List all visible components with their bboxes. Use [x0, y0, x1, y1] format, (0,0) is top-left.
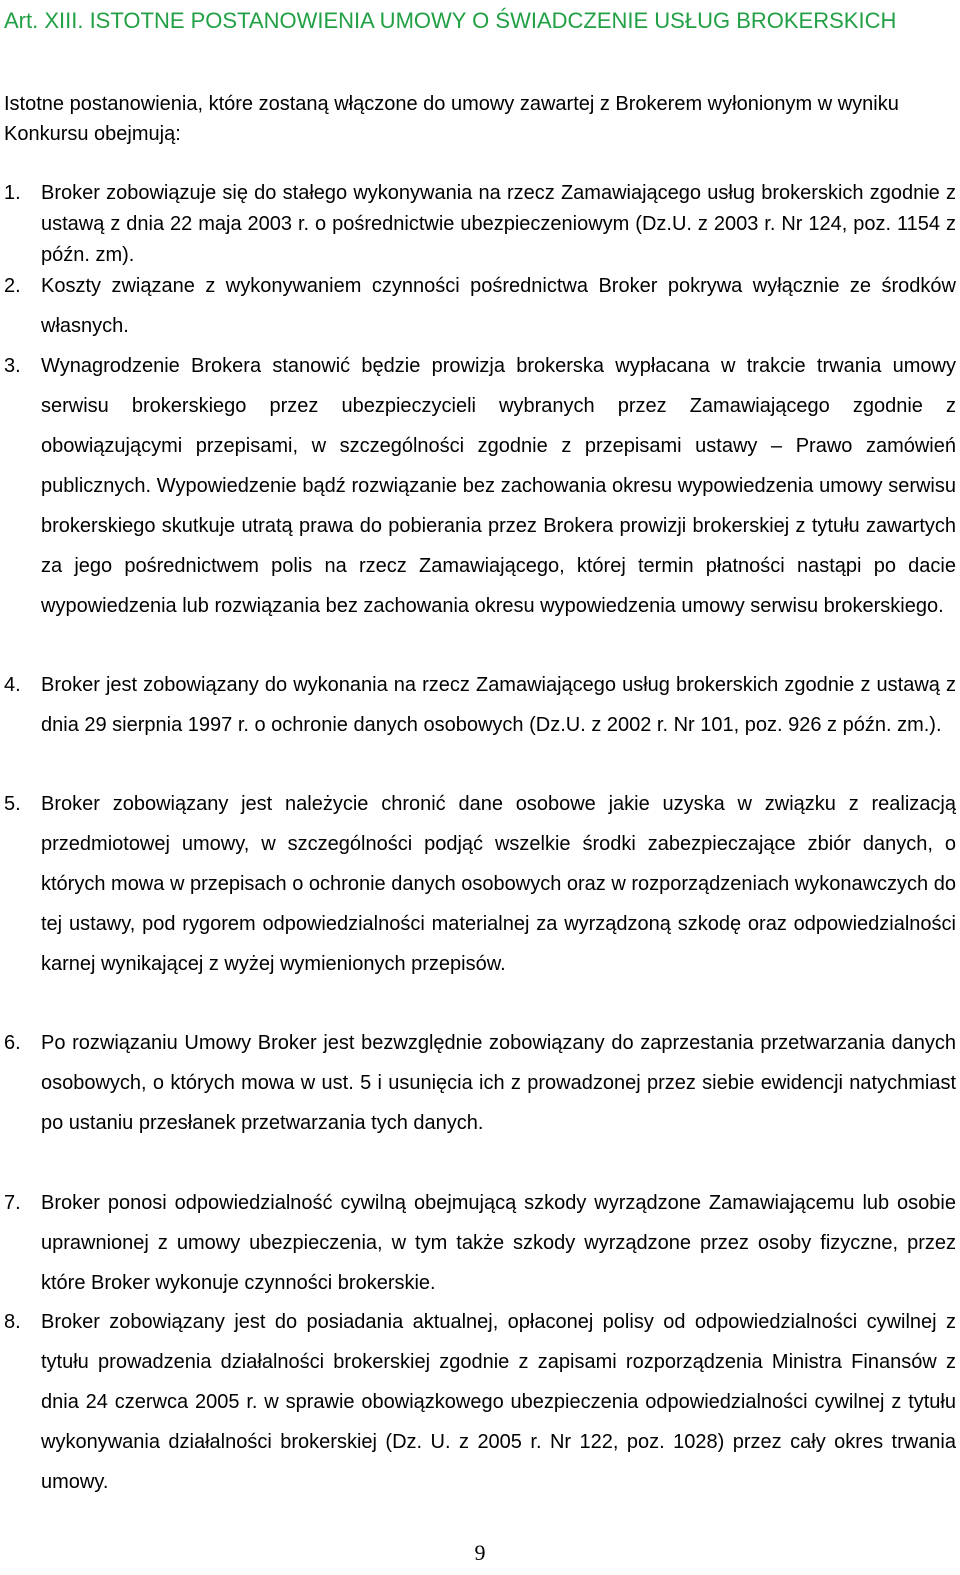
item-number: 8.	[4, 1311, 21, 1333]
intro-paragraph: Istotne postanowienia, które zostaną włączone do umowy zawartej z Brokerem wyłonionym w wyniku Konkursu obejmują:	[4, 93, 899, 145]
item-text: Wynagrodzenie Brokera stanowić będzie prowizja brokerska wypłacana w trakcie trwania umowy serwisu brokerskiego przez ubezpieczycieli wybranych przez Zamawiającego zgodnie z obowiązującymi przepisami, w szczególności zgodnie z przepisami ustawy – Prawo zamówień publicznych. Wypowiedzenie bądź rozwiązanie bez zachowania okresu wypowiedzenia umowy serwisu brokerskiego skutkuje utratą prawa do pobierania przez Brokera prowizji brokerskiej z tytułu zawartych za jego pośrednictwem polis na rzecz Zamawiającego, której termin płatności nastąpi po dacie wypowiedzenia lub rozwiązania bez zachowania okresu wypowiedzenia umowy serwisu brokerskiego.	[41, 355, 956, 617]
item-text: Broker jest zobowiązany do wykonania na rzecz Zamawiającego usług brokerskich zgodnie z ustawą z dnia 29 sierpnia 1997 r. o ochronie danych osobowych (Dz.U. z 2002 r. Nr 101, poz. 926 z późn. zm.).	[41, 674, 956, 736]
item-number: 4.	[4, 674, 21, 696]
item-text: Broker ponosi odpowiedzialność cywilną obejmującą szkody wyrządzone Zamawiającemu lub osobie uprawnionej z umowy ubezpieczenia, w tym także szkody wyrządzone przez osoby fizyczne, przez które Broker wykonuje czynności brokerskie.	[41, 1192, 956, 1294]
item-text: Broker zobowiązuje się do stałego wykonywania na rzecz Zamawiającego usług brokerskich zgodnie z ustawą z dnia 22 maja 2003 r. o pośrednictwie ubezpieczeniowym (Dz.U. z 2003 r. Nr 124, poz. 1154 z późn. zm).	[41, 182, 956, 266]
list-item	[4, 1183, 956, 1303]
item-number: 1.	[4, 182, 21, 204]
item-number: 2.	[4, 275, 21, 297]
list-item	[4, 266, 956, 346]
item-number: 7.	[4, 1192, 21, 1214]
item-text: Koszty związane z wykonywaniem czynności pośrednictwa Broker pokrywa wyłącznie ze środków własnych.	[41, 275, 956, 337]
list-item	[4, 665, 956, 745]
item-number: 5.	[4, 793, 21, 815]
list-item	[4, 1302, 956, 1502]
list-item	[4, 1023, 956, 1143]
item-number: 3.	[4, 355, 21, 377]
item-text: Broker zobowiązany jest należycie chronić dane osobowe jakie uzyska w związku z realizacją przedmiotowej umowy, w szczególności podjąć wszelkie środki zabezpieczające zbiór danych, o których mowa w przepisach o ochronie danych osobowych oraz w rozporządzeniach wykonawczych do tej ustawy, pod rygorem odpowiedzialności materialnej za wyrządzoną szkodę oraz odpowiedzialności karnej wynikającej z wyżej wymienionych przepisów.	[41, 793, 956, 975]
list-item	[4, 346, 956, 626]
list-item	[4, 784, 956, 984]
item-text: Po rozwiązaniu Umowy Broker jest bezwzględnie zobowiązany do zaprzestania przetwarzania danych osobowych, o których mowa w ust. 5 i usunięcia ich z prowadzonej przez siebie ewidencji natychmiast po ustaniu przesłanek przetwarzania tych danych.	[41, 1032, 956, 1134]
article-heading: Art. XIII. ISTOTNE POSTANOWIENIA UMOWY O ŚWIADCZENIE USŁUG BROKERSKICH	[4, 8, 897, 33]
item-number: 6.	[4, 1032, 21, 1054]
list-item	[4, 178, 956, 271]
item-text: Broker zobowiązany jest do posiadania aktualnej, opłaconej polisy od odpowiedzialności cywilnej z tytułu prowadzenia działalności brokerskiej zgodnie z zapisami rozporządzenia Ministra Finansów z dnia 24 czerwca 2005 r. w sprawie obowiązkowego ubezpieczenia odpowiedzialności cywilnej z tytułu wykonywania działalności brokerskiej (Dz. U. z 2005 r. Nr 122, poz. 1028) przez cały okres trwania umowy.	[41, 1311, 956, 1493]
page-number: 9	[474, 1540, 486, 1565]
